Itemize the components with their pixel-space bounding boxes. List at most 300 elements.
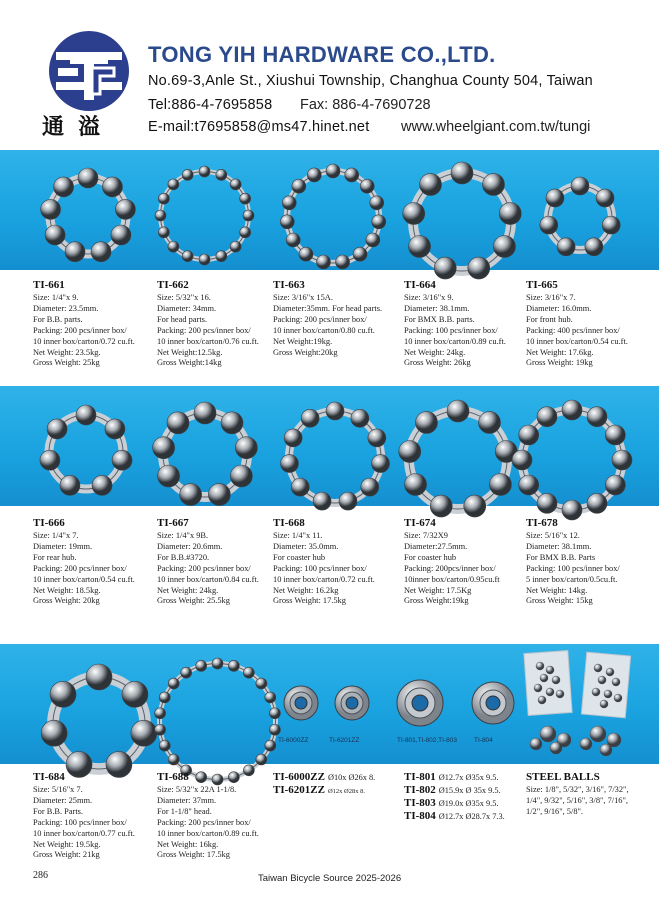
steel-ball-icon: [45, 225, 65, 245]
steel-ball-icon: [282, 196, 296, 210]
company-email: E-mail:t7695858@ms47.hinet.net: [148, 119, 370, 135]
steel-ball-icon: [600, 744, 612, 756]
steel-ball-icon: [299, 247, 313, 261]
company-address: No.69-3,Anle St., Xiushui Township, Changhua County 504, Taiwan: [148, 73, 593, 89]
steel-ball-icon: [182, 251, 193, 262]
steel-ball-icon: [519, 425, 539, 445]
ring-ti-688-icon: [152, 656, 283, 787]
steel-ball-icon: [587, 493, 607, 513]
steel-ball-icon: [546, 666, 554, 674]
product-code: TI-668: [273, 517, 305, 529]
steel-ball-icon: [552, 676, 560, 684]
product-spec: Gross Weight: 19kg: [526, 358, 593, 368]
steel-ball-icon: [208, 483, 230, 505]
ring-ti-665-icon: [537, 175, 623, 261]
steel-ball-icon: [464, 495, 486, 517]
product-steel-balls: [526, 771, 651, 818]
product-spec: For coaster hub: [404, 552, 457, 562]
steel-ball-icon: [372, 215, 386, 229]
steel-ball-icon: [91, 242, 111, 262]
product-spec: Gross Weight: 21kg: [33, 850, 100, 860]
bearing-code: TI-801: [404, 771, 436, 783]
steel-ball-icon: [468, 257, 490, 279]
steel-ball-icon: [512, 450, 532, 470]
steel-ball-icon: [60, 475, 80, 495]
product-ti-664: [404, 279, 532, 369]
product-spec: Size: 5/16"x 7.: [33, 785, 83, 794]
ring-ti-661-icon: [38, 166, 138, 266]
steel-ball-icon: [596, 189, 614, 207]
steel-ball-icon: [478, 411, 500, 433]
steel-ball-icon: [168, 754, 179, 765]
steel-ball-icon: [181, 667, 192, 678]
product-spec: Diameter: 37mm.: [157, 795, 217, 805]
steel-ball-icon: [240, 227, 251, 238]
company-website: www.wheelgiant.com.tw/tungi: [401, 119, 591, 135]
product-spec: Net Weight: 14kg.: [526, 585, 588, 595]
bearing-row-804: [404, 810, 505, 823]
product-spec: 10 inner box/carton/0.77 cu.ft.: [33, 828, 135, 838]
steel-ball-icon: [556, 690, 564, 698]
product-code: TI-678: [526, 517, 558, 529]
product-code: TI-663: [273, 279, 305, 291]
product-spec: Size: 1/4"x 9B.: [157, 531, 209, 540]
product-spec: Diameter: 34mm.: [157, 303, 217, 313]
product-spec: Gross Weight: 17.5kg: [157, 850, 230, 860]
product-code: TI-684: [33, 771, 65, 783]
steel-ball-icon: [228, 660, 239, 671]
product-spec: Size: 1/4"x 9.: [33, 293, 79, 302]
product-spec: Diameter:35mm. For head parts.: [273, 303, 383, 313]
product-spec: Gross Weight: 15kg: [526, 596, 593, 606]
product-spec: Packing: 100 pcs/inner box/: [273, 563, 367, 573]
product-ti-662: [157, 279, 285, 369]
product-spec: 10 inner box/carton/0.54 cu.ft.: [33, 574, 135, 584]
steel-ball-icon: [546, 189, 564, 207]
steel-ball-icon: [112, 450, 132, 470]
steel-ball-icon: [284, 429, 302, 447]
steel-ball-icon: [447, 400, 469, 422]
product-spec: Net Weight:19kg.: [273, 336, 333, 346]
steel-ball-icon: [216, 251, 227, 262]
product-ti-661: [33, 279, 161, 369]
bearing-row-6201zz: [273, 784, 375, 798]
steel-ball-icon: [280, 215, 294, 229]
product-spec: Gross Weight: 20kg: [33, 596, 100, 606]
steel-ball-icon: [540, 726, 556, 742]
bearing-code: TI-804: [404, 810, 436, 822]
steel-ball-icon: [269, 708, 280, 719]
steel-ball-icon: [530, 738, 542, 750]
steel-ball-icon: [605, 425, 625, 445]
steel-ball-icon: [78, 168, 98, 188]
product-spec: Diameter: 38.1mm.: [526, 541, 592, 551]
steel-ball-icon: [155, 708, 166, 719]
product-spec: For coaster hub: [273, 552, 326, 562]
product-spec: Diameter: 35.0mm.: [273, 541, 339, 551]
product-spec: Net Weight: 19.5kg.: [33, 839, 101, 849]
product-spec: Packing: 200 pcs/inner box/: [157, 563, 251, 573]
product-spec: Size: 7/32X9: [404, 531, 448, 540]
ring-ti-663-icon: [278, 162, 388, 272]
steel-ball-icon: [534, 684, 542, 692]
steel-ball-icon: [158, 193, 169, 204]
steel-ball-icon: [360, 179, 374, 193]
steel-ball-icon: [86, 664, 112, 690]
steel-ball-icon: [605, 475, 625, 495]
product-spec: For B.B. Parts.: [33, 806, 84, 816]
bearing-label-6201zz: TI-6201ZZ: [329, 737, 360, 744]
product-spec: Net Weight: 24kg.: [404, 347, 466, 357]
steel-ball-icon: [256, 754, 267, 765]
steel-ball-icon: [158, 465, 180, 487]
steel-ball-icon: [235, 437, 257, 459]
product-spec: Diameter: 38.1mm.: [404, 303, 470, 313]
product-spec: Net Weight: 18.5kg.: [33, 585, 101, 595]
product-ti-663: [273, 279, 401, 358]
steel-ball-icon: [280, 455, 298, 473]
steel-ball-icon: [540, 674, 548, 682]
bearing-code: TI-802: [404, 784, 436, 796]
steel-ball-icon: [612, 678, 620, 686]
product-spec: Gross Weight:19kg: [404, 596, 469, 606]
product-code: TI-661: [33, 279, 65, 291]
steel-ball-icon: [155, 724, 166, 735]
steel-ball-icon: [403, 202, 425, 224]
bearing-list-large: [404, 771, 505, 823]
product-ti-668: [273, 517, 401, 607]
product-code: STEEL BALLS: [526, 771, 600, 783]
steel-ball-icon: [585, 238, 603, 256]
product-spec: For B.B.#3720.: [157, 552, 210, 562]
product-spec: For B.B. parts.: [33, 314, 83, 324]
steel-ball-icon: [54, 177, 74, 197]
bearing-6000zz-icon: [282, 684, 320, 722]
ring-ti-678-icon: [510, 398, 634, 522]
steel-ball-icon: [212, 658, 223, 669]
product-spec: Size: 5/16"x 12.: [526, 531, 580, 540]
steel-ball-icon: [587, 407, 607, 427]
product-ti-665: [526, 279, 654, 369]
ring-ti-684-icon: [38, 662, 160, 784]
steel-ball-icon: [199, 254, 210, 265]
steel-ball-icon: [153, 437, 175, 459]
steel-ball-icon: [168, 241, 179, 252]
steel-ball-icon: [159, 740, 170, 751]
steel-ball-icon: [47, 419, 67, 439]
steel-ball-icon: [538, 696, 546, 704]
steel-ball-icon: [336, 255, 350, 269]
steel-ball-icon: [557, 238, 575, 256]
bearing-label-804: TI-804: [474, 737, 493, 744]
product-spec: For BMX B.B. parts.: [404, 314, 475, 324]
product-spec: Gross Weight: 25kg: [33, 358, 100, 368]
steel-ball-icon: [598, 676, 606, 684]
ring-ti-674-icon: [396, 398, 520, 522]
steel-ball-icon: [537, 493, 557, 513]
steel-ball-icon: [194, 402, 216, 424]
product-spec: Diameter:27.5mm.: [404, 541, 468, 551]
steel-ball-icon: [159, 692, 170, 703]
publication-title: Taiwan Bicycle Source 2025-2026: [258, 873, 402, 884]
product-spec: 5 inner box/carton/0.5cu.ft.: [526, 574, 618, 584]
company-tel: Tel:886-4-7695858: [148, 97, 273, 113]
bearing-dims: Ø19.0x Ø35x 9.5.: [438, 799, 499, 808]
product-spec: Diameter: 20.6mm.: [157, 541, 223, 551]
product-spec: Net Weight: 16kg.: [157, 839, 219, 849]
steel-ball-icon: [590, 726, 606, 742]
product-spec: Diameter: 23.5mm.: [33, 303, 99, 313]
ty-logo-icon: [48, 30, 130, 112]
steel-ball-icon: [301, 409, 319, 427]
bearing-dims: Ø12.7x Ø28.7x 7.3.: [438, 812, 505, 821]
product-spec: Net Weight:12.5kg.: [157, 347, 223, 357]
product-code: TI-662: [157, 279, 189, 291]
steel-ball-icon: [291, 478, 309, 496]
product-ti-666: [33, 517, 161, 607]
steel-ball-icon: [230, 241, 241, 252]
steel-ball-icon: [366, 233, 380, 247]
product-spec: 10 inner box/carton/0.80 cu.ft.: [273, 325, 375, 335]
steel-ball-icon: [168, 678, 179, 689]
steel-ball-icon: [230, 465, 252, 487]
steel-ball-icon: [614, 694, 622, 702]
bearing-804-icon: [470, 680, 516, 726]
bearing-code: TI-803: [404, 797, 436, 809]
product-spec: 10 inner box/carton/0.72 cu.ft.: [33, 336, 135, 346]
product-spec: 10 inner box/carton/0.76 cu.ft.: [157, 336, 259, 346]
product-spec: Gross Weight: 17.5kg: [273, 596, 346, 606]
steel-ball-icon: [240, 193, 251, 204]
steel-ball-icon: [182, 169, 193, 180]
steel-ball-icon: [546, 688, 554, 696]
product-spec: 10 inner box/carton/0.84 cu.ft.: [157, 574, 259, 584]
product-spec: Net Weight: 16.2kg: [273, 585, 339, 595]
steel-ball-icon: [221, 412, 243, 434]
steel-ball-icon: [316, 255, 330, 269]
product-spec: Packing: 100 pcs/inner box/: [404, 325, 498, 335]
steel-ball-icon: [451, 162, 473, 184]
product-spec: 10 inner box/carton/0.54 cu.ft.: [526, 336, 628, 346]
steel-ball-icon: [307, 168, 321, 182]
steel-ball-icon: [326, 402, 344, 420]
steel-ball-icon: [592, 688, 600, 696]
steel-ball-icon: [537, 407, 557, 427]
bearing-6201zz-icon: [333, 684, 371, 722]
steel-ball-icon: [361, 478, 379, 496]
steel-ball-icon: [265, 740, 276, 751]
steel-ball-icon: [269, 724, 280, 735]
steel-ball-icon: [265, 692, 276, 703]
steel-ball-icon: [102, 177, 122, 197]
product-spec: Size: 3/16"x 9.: [404, 293, 454, 302]
product-code: TI-688: [157, 771, 189, 783]
steel-ball-icon: [168, 179, 179, 190]
product-spec: Packing: 100 pcs/inner box/: [33, 817, 127, 827]
product-ti-674: [404, 517, 532, 607]
steel-ball-icon: [196, 660, 207, 671]
bearing-label-801: TI-801,TI-802,TI-803: [397, 737, 457, 744]
steel-ball-icon: [41, 199, 61, 219]
steel-ball-icon: [606, 668, 614, 676]
bearing-code: TI-6000ZZ: [273, 771, 325, 783]
steel-ball-icon: [499, 202, 521, 224]
product-spec: Size: 1/4"x 7.: [33, 531, 79, 540]
steel-ball-icon: [115, 199, 135, 219]
ring-ti-664-icon: [400, 160, 524, 284]
steel-ball-icon: [40, 450, 60, 470]
ring-ti-667-icon: [150, 400, 260, 510]
ring-ti-666-icon: [37, 403, 135, 501]
steel-ball-icon: [122, 681, 148, 707]
steel-balls-icon: [520, 648, 635, 758]
steel-ball-icon: [600, 700, 608, 708]
product-code: TI-665: [526, 279, 558, 291]
steel-ball-icon: [243, 210, 254, 221]
product-spec: 10 inner box/carton/0.72 cu.ft.: [273, 574, 375, 584]
steel-ball-icon: [180, 483, 202, 505]
steel-ball-icon: [111, 225, 131, 245]
bearing-row-803: [404, 797, 505, 810]
steel-ball-icon: [430, 495, 452, 517]
steel-ball-icon: [602, 216, 620, 234]
product-spec: For front hub.: [526, 314, 573, 324]
steel-ball-icon: [594, 664, 602, 672]
steel-ball-icon: [562, 400, 582, 420]
steel-ball-icon: [92, 475, 112, 495]
product-spec: 1/2", 9/16", 5/8".: [526, 806, 584, 816]
product-code: TI-664: [404, 279, 436, 291]
product-spec: Packing: 200 pcs/inner box/: [33, 563, 127, 573]
product-spec: Packing: 200 pcs/inner box/: [157, 817, 251, 827]
steel-ball-icon: [345, 168, 359, 182]
product-spec: 10 inner box/carton/0.89 cu.ft.: [404, 336, 506, 346]
steel-ball-icon: [405, 474, 427, 496]
steel-ball-icon: [370, 196, 384, 210]
steel-ball-icon: [434, 257, 456, 279]
steel-ball-icon: [420, 173, 442, 195]
product-spec: Net Weight: 17.5Kg: [404, 585, 472, 595]
product-spec: 1/4", 9/32", 5/16", 3/8", 7/16",: [526, 795, 629, 805]
product-spec: Size: 3/16"x 7.: [526, 293, 576, 302]
steel-ball-icon: [482, 173, 504, 195]
company-fax: Fax: 886-4-7690728: [300, 97, 431, 113]
steel-ball-icon: [580, 738, 592, 750]
page-number: 286: [33, 870, 48, 881]
steel-ball-icon: [550, 742, 562, 754]
product-spec: Size: 1/4"x 11.: [273, 531, 323, 540]
product-spec: Packing: 200 pcs/inner box/: [33, 325, 127, 335]
steel-ball-icon: [372, 455, 390, 473]
product-spec: Packing: 400 pcs/inner box/: [526, 325, 620, 335]
steel-ball-icon: [399, 440, 421, 462]
bearing-row-801: [404, 771, 505, 784]
steel-ball-icon: [216, 169, 227, 180]
product-spec: Diameter: 19mm.: [33, 541, 93, 551]
product-ti-684: [33, 771, 161, 861]
product-code: TI-667: [157, 517, 189, 529]
steel-ball-icon: [313, 492, 331, 510]
bearing-dims: Ø12x Ø28x 8.: [327, 788, 365, 795]
steel-ball-icon: [409, 236, 431, 258]
steel-ball-icon: [256, 678, 267, 689]
steel-ball-icon: [540, 216, 558, 234]
steel-ball-icon: [243, 667, 254, 678]
steel-ball-icon: [416, 411, 438, 433]
product-ti-667: [157, 517, 285, 607]
steel-ball-icon: [604, 690, 612, 698]
product-spec: Gross Weight: 25.5kg: [157, 596, 230, 606]
steel-ball-icon: [65, 242, 85, 262]
product-spec: Packing: 200 pcs/inner box/: [157, 325, 251, 335]
product-code: TI-674: [404, 517, 436, 529]
product-spec: Size: 5/32"x 22A 1-1/8.: [157, 785, 237, 794]
steel-ball-icon: [493, 236, 515, 258]
product-spec: Diameter: 25mm.: [33, 795, 93, 805]
steel-ball-icon: [326, 164, 340, 178]
product-spec: Net Weight: 23.5kg.: [33, 347, 101, 357]
steel-ball-icon: [286, 233, 300, 247]
product-spec: Gross Weight:14kg: [157, 358, 222, 368]
product-spec: Gross Weight:20kg: [273, 347, 338, 357]
bearing-dims: Ø15.9x Ø 35x 9.5.: [438, 786, 501, 795]
product-spec: For head parts.: [157, 314, 208, 324]
steel-ball-icon: [536, 662, 544, 670]
product-code: TI-666: [33, 517, 65, 529]
steel-ball-icon: [50, 681, 76, 707]
bearing-label-6000zz: TI-6000ZZ: [278, 737, 309, 744]
product-ti-688: [157, 771, 285, 861]
steel-ball-icon: [353, 247, 367, 261]
steel-ball-icon: [612, 450, 632, 470]
bearing-code: TI-6201ZZ: [273, 784, 325, 796]
steel-ball-icon: [519, 475, 539, 495]
steel-ball-icon: [155, 210, 166, 221]
product-spec: For BMX B.B. Parts: [526, 552, 596, 562]
ring-ti-668-icon: [278, 400, 392, 514]
steel-ball-icon: [368, 429, 386, 447]
bearing-row-6000zz: [273, 771, 375, 784]
steel-ball-icon: [76, 405, 96, 425]
product-spec: Net Weight: 24kg.: [157, 585, 219, 595]
steel-ball-icon: [292, 179, 306, 193]
product-spec: Gross Weight: 26kg: [404, 358, 471, 368]
product-spec: 10 inner box/carton/0.89 cu.ft.: [157, 828, 259, 838]
steel-ball-icon: [167, 412, 189, 434]
bearing-row-802: [404, 784, 505, 797]
steel-ball-icon: [230, 179, 241, 190]
product-spec: Packing: 100 pcs/inner box/: [526, 563, 620, 573]
bearing-list-small: [273, 771, 375, 798]
product-spec: 10inner box/carton/0.95cu.ft: [404, 574, 500, 584]
steel-ball-icon: [158, 227, 169, 238]
steel-ball-icon: [41, 720, 67, 746]
page-header: [0, 0, 659, 140]
bearing-801-icon: [395, 678, 445, 728]
steel-ball-icon: [351, 409, 369, 427]
product-spec: Packing: 200 pcs/inner box/: [273, 314, 367, 324]
product-spec: Size: 5/32"x 16.: [157, 293, 211, 302]
steel-ball-icon: [571, 177, 589, 195]
product-ti-678: [526, 517, 654, 607]
product-spec: Net Weight: 17.6kg.: [526, 347, 594, 357]
bearing-dims: Ø12.7x Ø35x 9.5.: [438, 773, 499, 782]
product-spec: Packing: 200pcs/inner box/: [404, 563, 496, 573]
steel-ball-icon: [105, 419, 125, 439]
product-spec: Diameter: 16.0mm.: [526, 303, 592, 313]
steel-ball-icon: [199, 166, 210, 177]
product-spec: Size: 3/16"x 15A.: [273, 293, 333, 302]
